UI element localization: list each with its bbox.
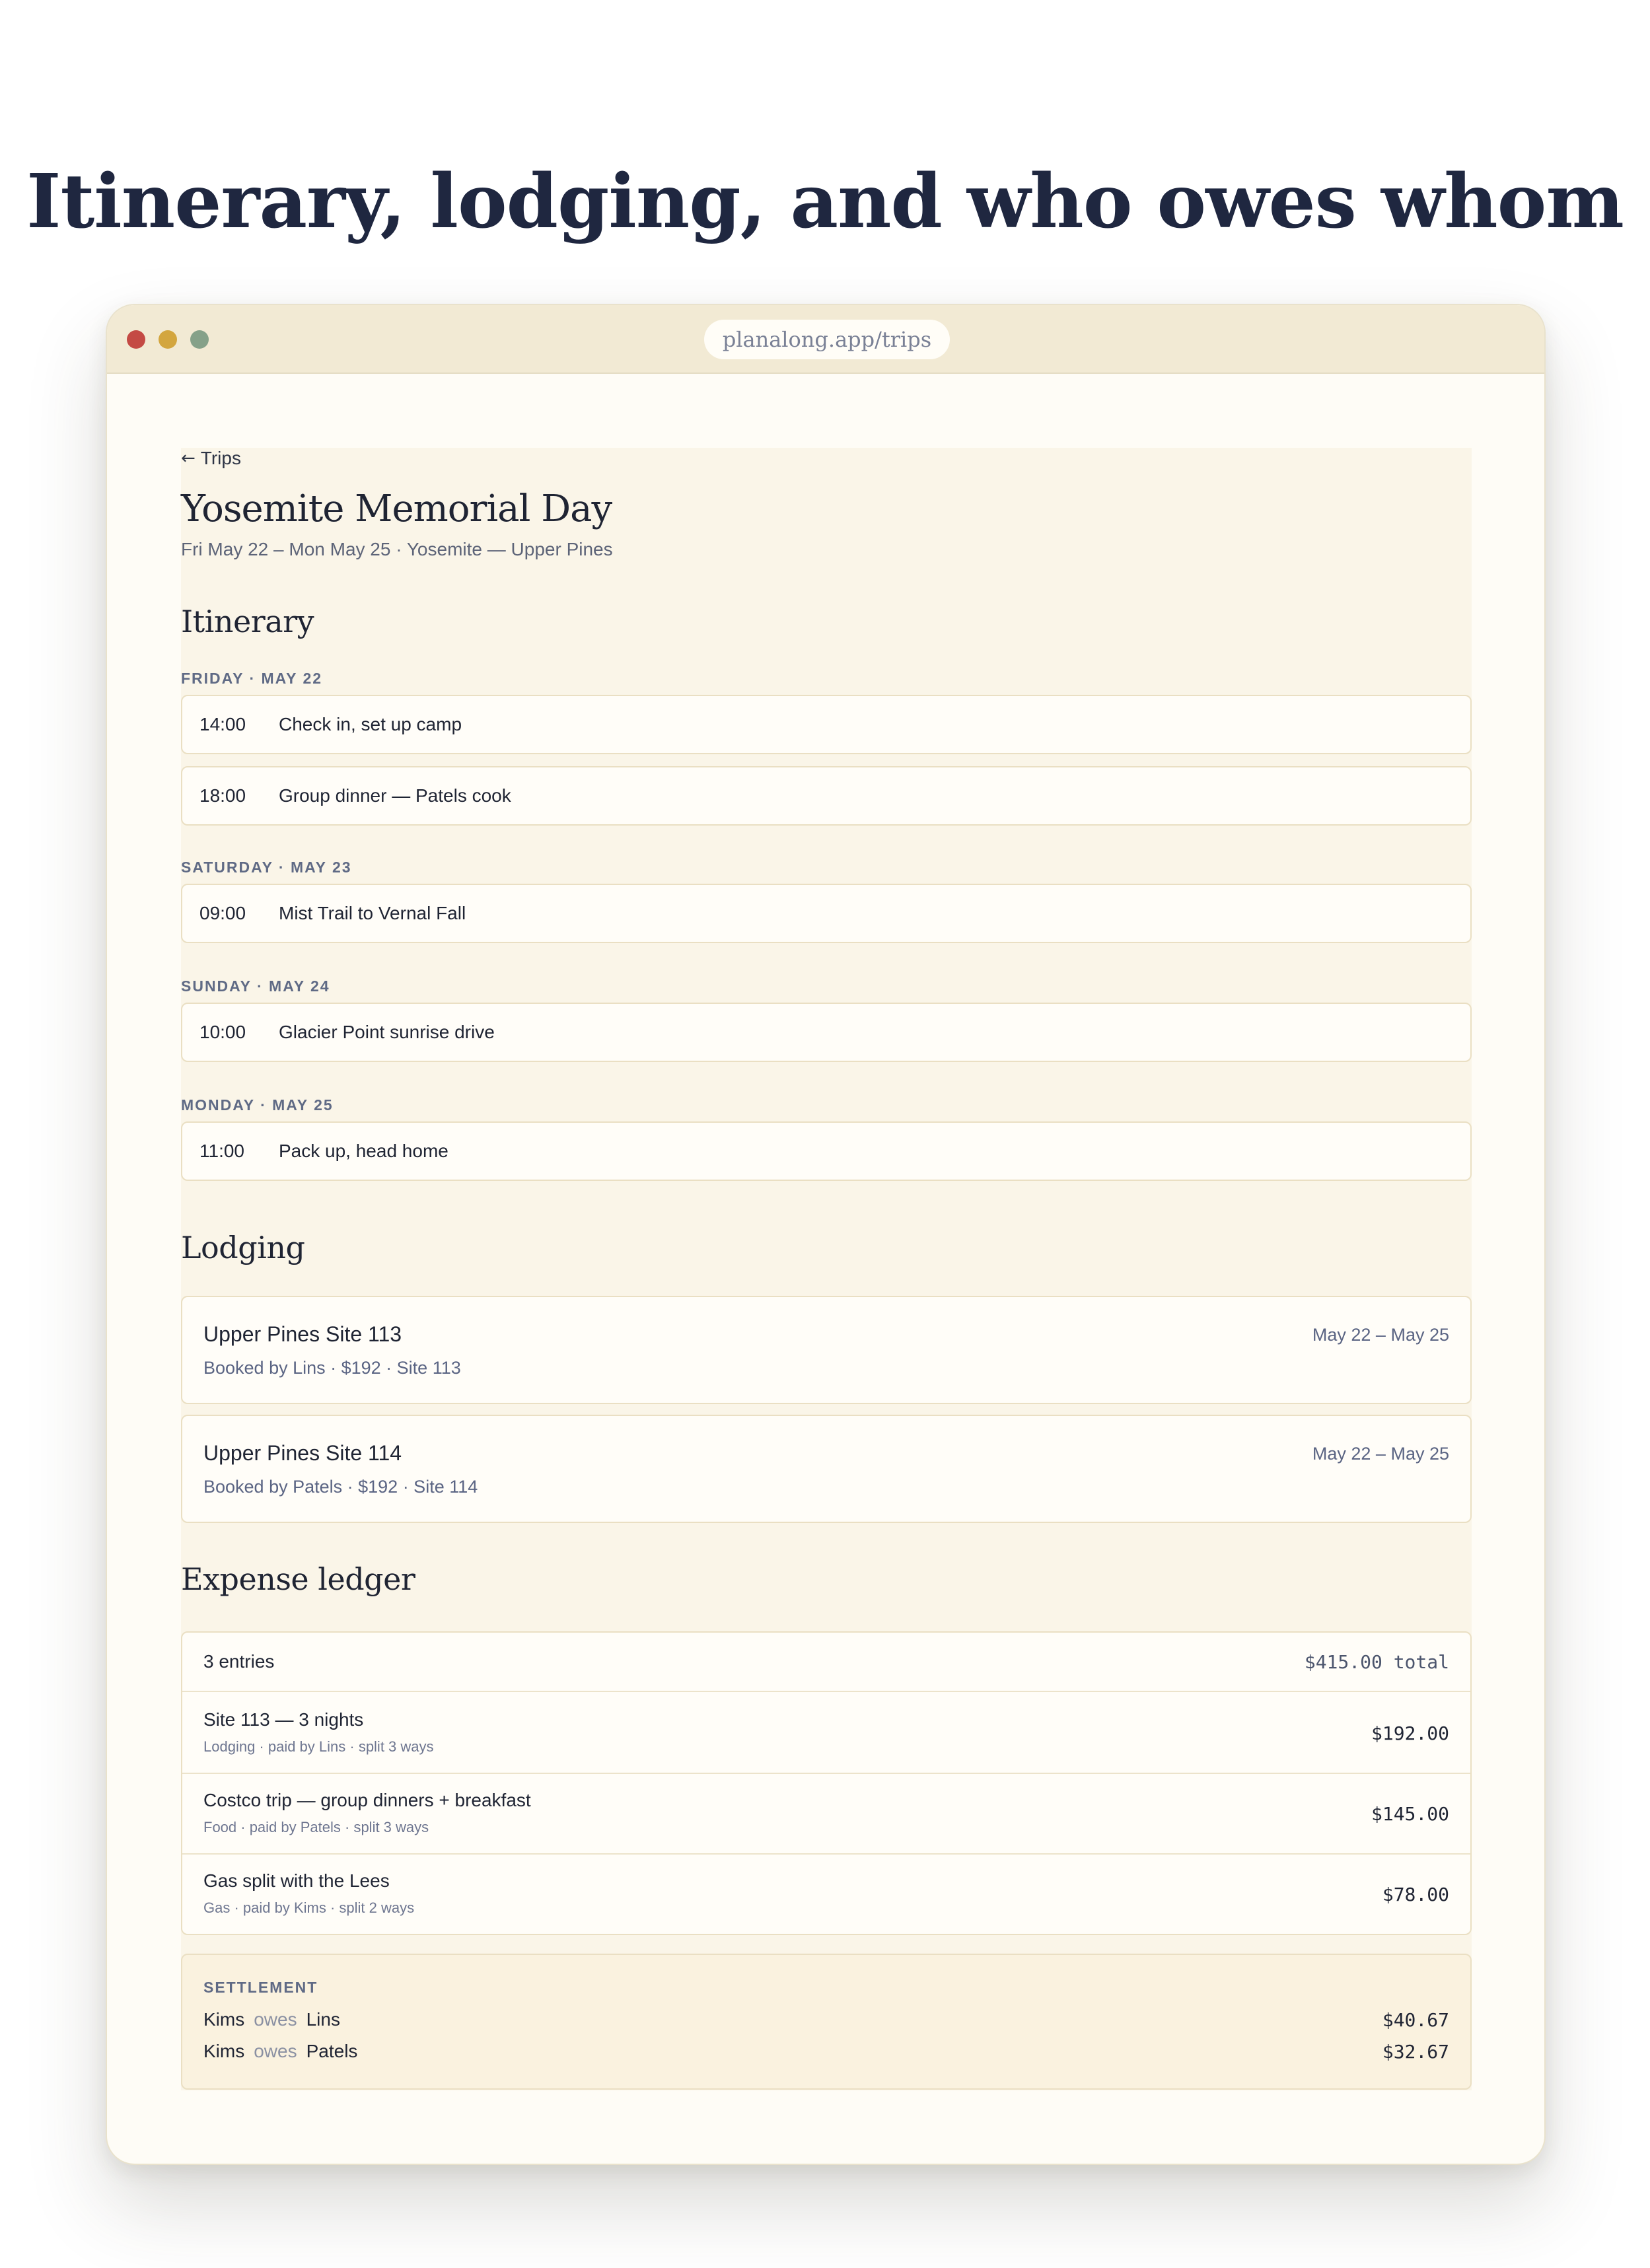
itinerary-item[interactable] [181,884,1472,943]
ledger-details: Lodging · paid by Lins · split 3 ways [203,1738,434,1755]
trip-title: Yosemite Memorial Day [181,487,612,530]
itinerary-time: 18:00 [199,785,246,806]
itinerary-item[interactable] [181,1121,1472,1181]
close-window-button[interactable] [127,330,145,349]
itinerary-item[interactable] [181,766,1472,826]
itinerary-item[interactable] [181,1003,1472,1062]
owes-label: owes [254,2009,297,2030]
lodging-heading: Lodging [181,1230,305,1265]
debtor-name: Kims [203,2009,245,2030]
day-label: SATURDAY · MAY 23 [181,859,352,876]
url-bar[interactable]: planalong.app/trips [704,320,950,359]
day-label: FRIDAY · MAY 22 [181,670,323,687]
trip-page [181,448,1472,2090]
day-label: MONDAY · MAY 25 [181,1096,334,1114]
ledger-amount: $78.00 [1382,1884,1449,1905]
lodging-card[interactable] [181,1415,1472,1523]
settlement-row [203,2041,1449,2067]
ledger-details: Gas · paid by Kims · split 2 ways [203,1899,415,1916]
settlement-row [203,2009,1449,2036]
lodging-meta: Booked by Lins · $192 · Site 113 [203,1358,461,1378]
minimize-window-button[interactable] [159,330,177,349]
settlement-amount: $40.67 [1382,2009,1449,2031]
itinerary-text: Group dinner — Patels cook [279,785,511,806]
settlement-label: SETTLEMENT [203,1979,318,1996]
ledger-row[interactable] [182,1855,1470,1935]
day-label: SUNDAY · MAY 24 [181,977,330,995]
lodging-meta: Booked by Patels · $192 · Site 114 [203,1477,478,1497]
lodging-name: Upper Pines Site 113 [203,1322,402,1346]
itinerary-time: 11:00 [199,1141,244,1161]
creditor-name: Patels [306,2041,358,2061]
browser-window [106,304,1546,2165]
lodging-dates: May 22 – May 25 [1312,1444,1449,1464]
owes-label: owes [254,2041,297,2061]
itinerary-item[interactable] [181,695,1472,754]
settlement-amount: $32.67 [1382,2041,1449,2063]
ledger-total: $415.00 total [1304,1651,1449,1673]
itinerary-time: 14:00 [199,714,246,734]
lodging-card[interactable] [181,1296,1472,1404]
expense-ledger [181,1631,1472,1935]
itinerary-text: Check in, set up camp [279,714,462,734]
itinerary-text: Pack up, head home [279,1141,448,1161]
ledger-row[interactable] [182,1693,1470,1774]
ledger-amount: $192.00 [1371,1722,1449,1744]
creditor-name: Lins [306,2009,340,2030]
lodging-name: Upper Pines Site 114 [203,1441,402,1465]
ledger-entry-count: 3 entries [203,1651,275,1672]
itinerary-text: Mist Trail to Vernal Fall [279,903,466,923]
ledger-description: Site 113 — 3 nights [203,1709,364,1730]
ledger-amount: $145.00 [1371,1803,1449,1825]
itinerary-text: Glacier Point sunrise drive [279,1022,495,1042]
page-headline: Itinerary, lodging, and who owes whom [26,159,1624,245]
ledger-heading: Expense ledger [181,1561,415,1597]
ledger-header [182,1633,1470,1692]
debtor-name: Kims [203,2041,245,2061]
ledger-description: Gas split with the Lees [203,1870,390,1891]
arrow-left-icon: ← [181,448,196,468]
back-link-label: Trips [200,448,241,468]
ledger-description: Costco trip — group dinners + breakfast [203,1790,531,1810]
itinerary-time: 09:00 [199,903,246,923]
maximize-window-button[interactable] [190,330,209,349]
itinerary-heading: Itinerary [181,604,314,639]
ledger-details: Food · paid by Patels · split 3 ways [203,1819,429,1835]
settlement-panel [181,1954,1472,2090]
back-to-trips-link[interactable] [181,448,241,469]
browser-titlebar [107,305,1544,374]
itinerary-time: 10:00 [199,1022,246,1042]
lodging-dates: May 22 – May 25 [1312,1325,1449,1345]
trip-subtitle: Fri May 22 – Mon May 25 · Yosemite — Upper Pines [181,539,613,559]
ledger-row[interactable] [182,1774,1470,1855]
